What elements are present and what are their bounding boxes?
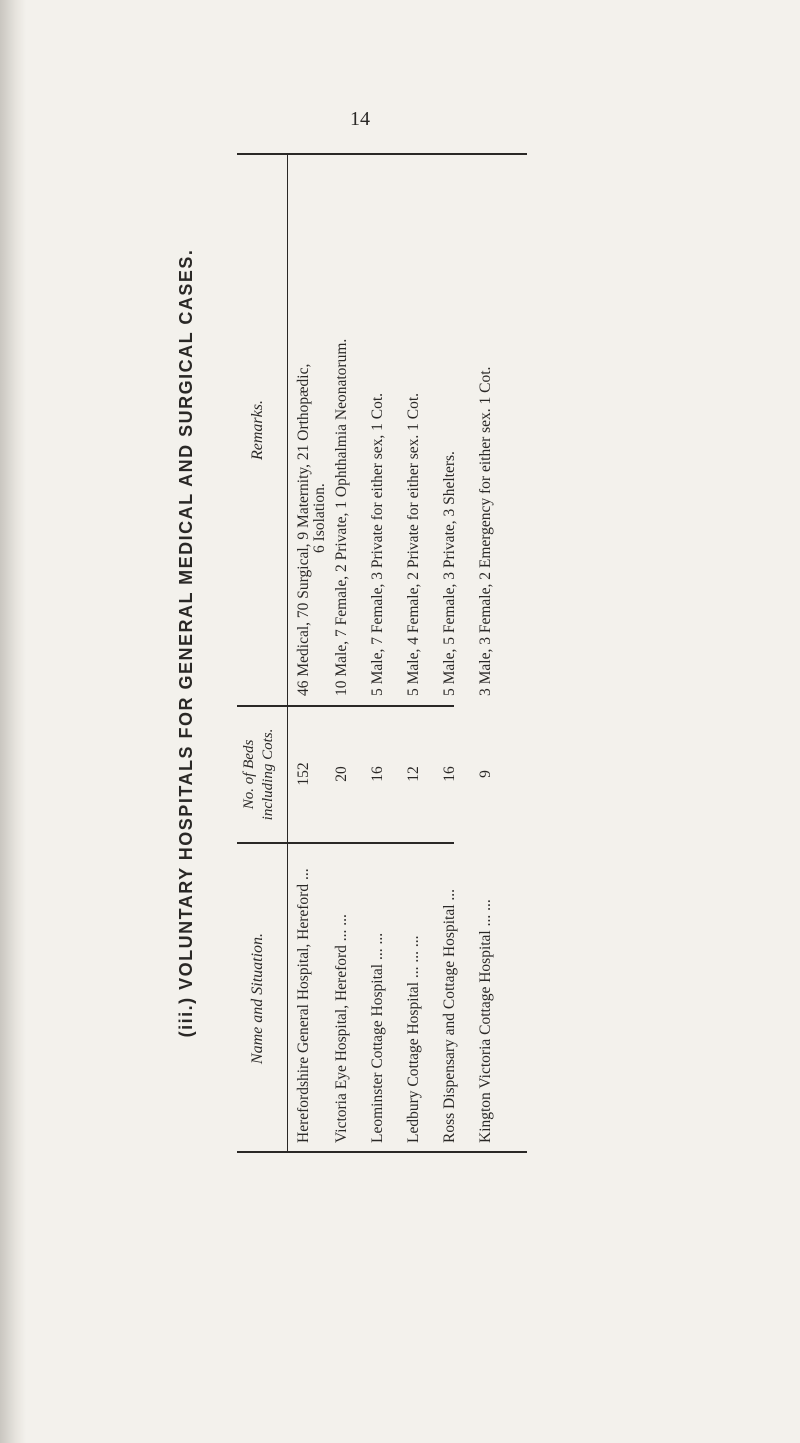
table-heading: (iii.) VOLUNTARY HOSPITALS FOR GENERAL MEDICAL AND SURGICAL CASES.: [176, 248, 196, 1038]
row-6-remarks: 3 Male, 3 Female, 2 Emergency for either sex. 1 Cot.: [477, 366, 494, 696]
row-2-name: Victoria Eye Hospital, Hereford ... ...: [333, 914, 350, 1143]
row-1-beds: 152: [295, 762, 312, 786]
hospitals-table: [237, 153, 527, 1153]
row-3-beds: 16: [369, 766, 386, 782]
column-divider-1: [237, 842, 454, 844]
row-3-name: Leominster Cottage Hospital ... ...: [369, 932, 386, 1143]
row-4-beds: 12: [405, 766, 422, 782]
row-6-beds: 9: [477, 770, 494, 778]
column-header-remarks: Remarks.: [249, 400, 266, 460]
column-header-beds-line2: including Cots.: [260, 728, 276, 821]
row-1-remarks-cont: 6 Isolation.: [311, 483, 328, 553]
table-left-rule: [237, 1151, 527, 1153]
column-header-beds-line1: No. of Beds: [241, 739, 257, 810]
row-6-name: Kington Victoria Cottage Hospital ... ...: [477, 899, 494, 1143]
row-4-name: Ledbury Cottage Hospital ... ... ...: [405, 935, 422, 1143]
row-2-remarks: 10 Male, 7 Female, 2 Private, 1 Ophthalmia Neonatorum.: [333, 338, 350, 696]
row-5-remarks: 5 Male, 5 Female, 3 Private, 3 Shelters.: [441, 451, 458, 696]
row-5-beds: 16: [441, 766, 458, 782]
table-right-rule: [237, 153, 527, 155]
column-header-name: Name and Situation.: [249, 932, 266, 1065]
row-1-name: Herefordshire General Hospital, Hereford ...: [295, 868, 312, 1143]
row-2-beds: 20: [333, 766, 350, 782]
header-rule: [287, 153, 288, 1153]
row-1-remarks: 46 Medical, 70 Surgical, 9 Maternity, 21 Orthopædic,: [295, 363, 312, 696]
row-5-name: Ross Dispensary and Cottage Hospital ...: [441, 888, 458, 1143]
page-number: 14: [350, 108, 370, 130]
row-3-remarks: 5 Male, 7 Female, 3 Private for either sex, 1 Cot.: [369, 392, 386, 696]
row-4-remarks: 5 Male, 4 Female, 2 Private for either sex. 1 Cot.: [405, 392, 422, 696]
